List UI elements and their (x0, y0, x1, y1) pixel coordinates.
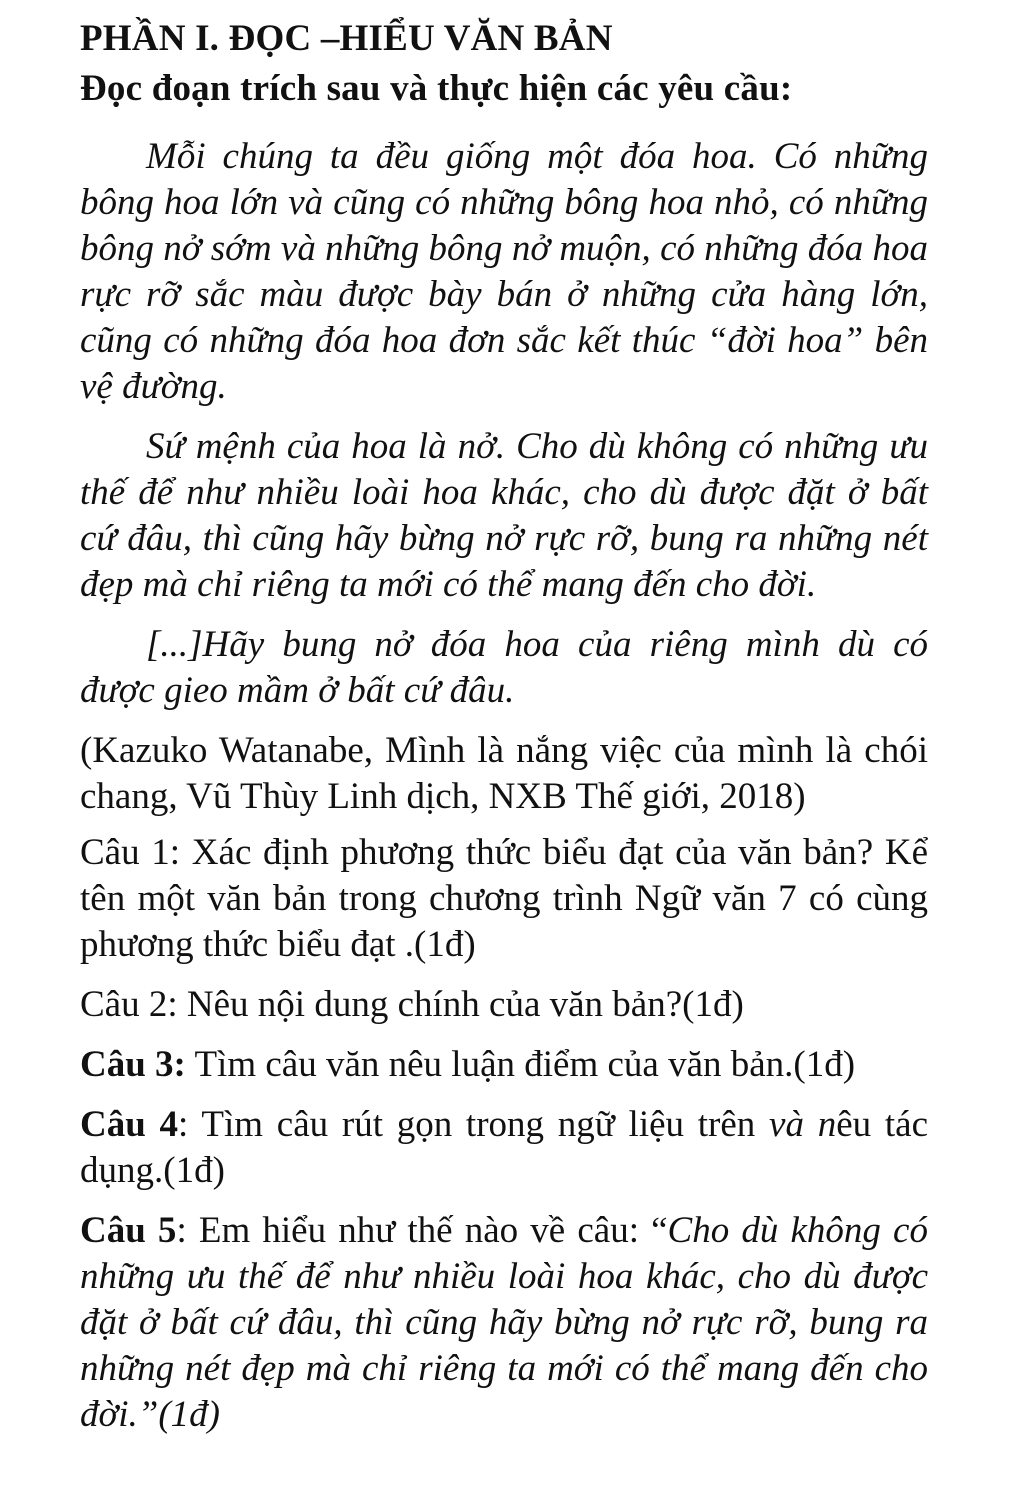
question-3-text: Tìm câu văn nêu luận điểm của văn bản.(1đ) (185, 1044, 856, 1085)
question-4 (80, 1102, 928, 1194)
question-2-text: Nêu nội dung chính của văn bản?(1đ) (177, 984, 744, 1025)
source-citation: (Kazuko Watanabe, Mình là nắng việc của mình là chói chang, Vũ Thùy Linh dịch, NXB Thế giới, 2018) (80, 730, 928, 817)
question-5-label: Câu 5 (80, 1210, 177, 1251)
instruction-heading: Đọc đoạn trích sau và thực hiện các yêu cầu: (80, 68, 793, 109)
question-1-text: Xác định phương thức biểu đạt của văn bản? Kể tên một văn bản trong chương trình Ngữ văn 7 có cùng phương thức biểu đạt .(1đ) (80, 832, 928, 965)
document-page (80, 14, 928, 1452)
question-3 (80, 1042, 928, 1088)
passage-paragraph-2: Sứ mệnh của hoa là nở. Cho dù không có những ưu thế để như nhiều loài hoa khác, cho dù được đặt ở bất cứ đâu, thì cũng hãy bừng nở rực rỡ, bung ra những nét đẹp mà chỉ riêng ta mới có thể mang đến cho đời. (80, 426, 928, 605)
question-4-label: Câu 4 (80, 1104, 179, 1145)
question-5-quote: Cho dù không có những ưu thế để như nhiều loài hoa khác, cho dù được đặt ở bất cứ đâu, thì cũng hãy bừng nở rực rỡ, bung ra những nét đẹp mà chỉ riêng ta mới có thể mang đến cho đời.”(1đ) (80, 1210, 928, 1435)
question-2 (80, 982, 928, 1028)
question-5 (80, 1208, 928, 1438)
question-2-label: Câu 2: (80, 984, 178, 1025)
question-4-text-b: êu tác dụng.(1đ) (80, 1104, 928, 1191)
section-title: PHẦN I. ĐỌC –HIỂU VĂN BẢN (80, 18, 613, 59)
question-4-text-a: : Tìm câu rút gọn trong ngữ liệu trên (178, 1104, 770, 1145)
passage-paragraph-3: [...]Hãy bung nở đóa hoa của riêng mình dù có được gieo mầm ở bất cứ đâu. (80, 624, 928, 711)
passage-paragraph-1: Mỗi chúng ta đều giống một đóa hoa. Có những bông hoa lớn và cũng có những bông hoa nhỏ, có những bông nở sớm và những bông nở muộn, có những đóa hoa rực rỡ sắc màu được bày bán ở những cửa hàng lớn, cũng có những đóa hoa đơn sắc kết thúc “đời hoa” bên vệ đường. (80, 136, 928, 407)
question-3-label: Câu 3: (80, 1044, 186, 1085)
question-4-text-italic: và n (769, 1104, 837, 1145)
question-1 (80, 830, 928, 968)
question-1-label: Câu 1: (80, 832, 181, 873)
question-5-text-a: : Em hiểu như thế nào về câu: “ (176, 1210, 668, 1251)
